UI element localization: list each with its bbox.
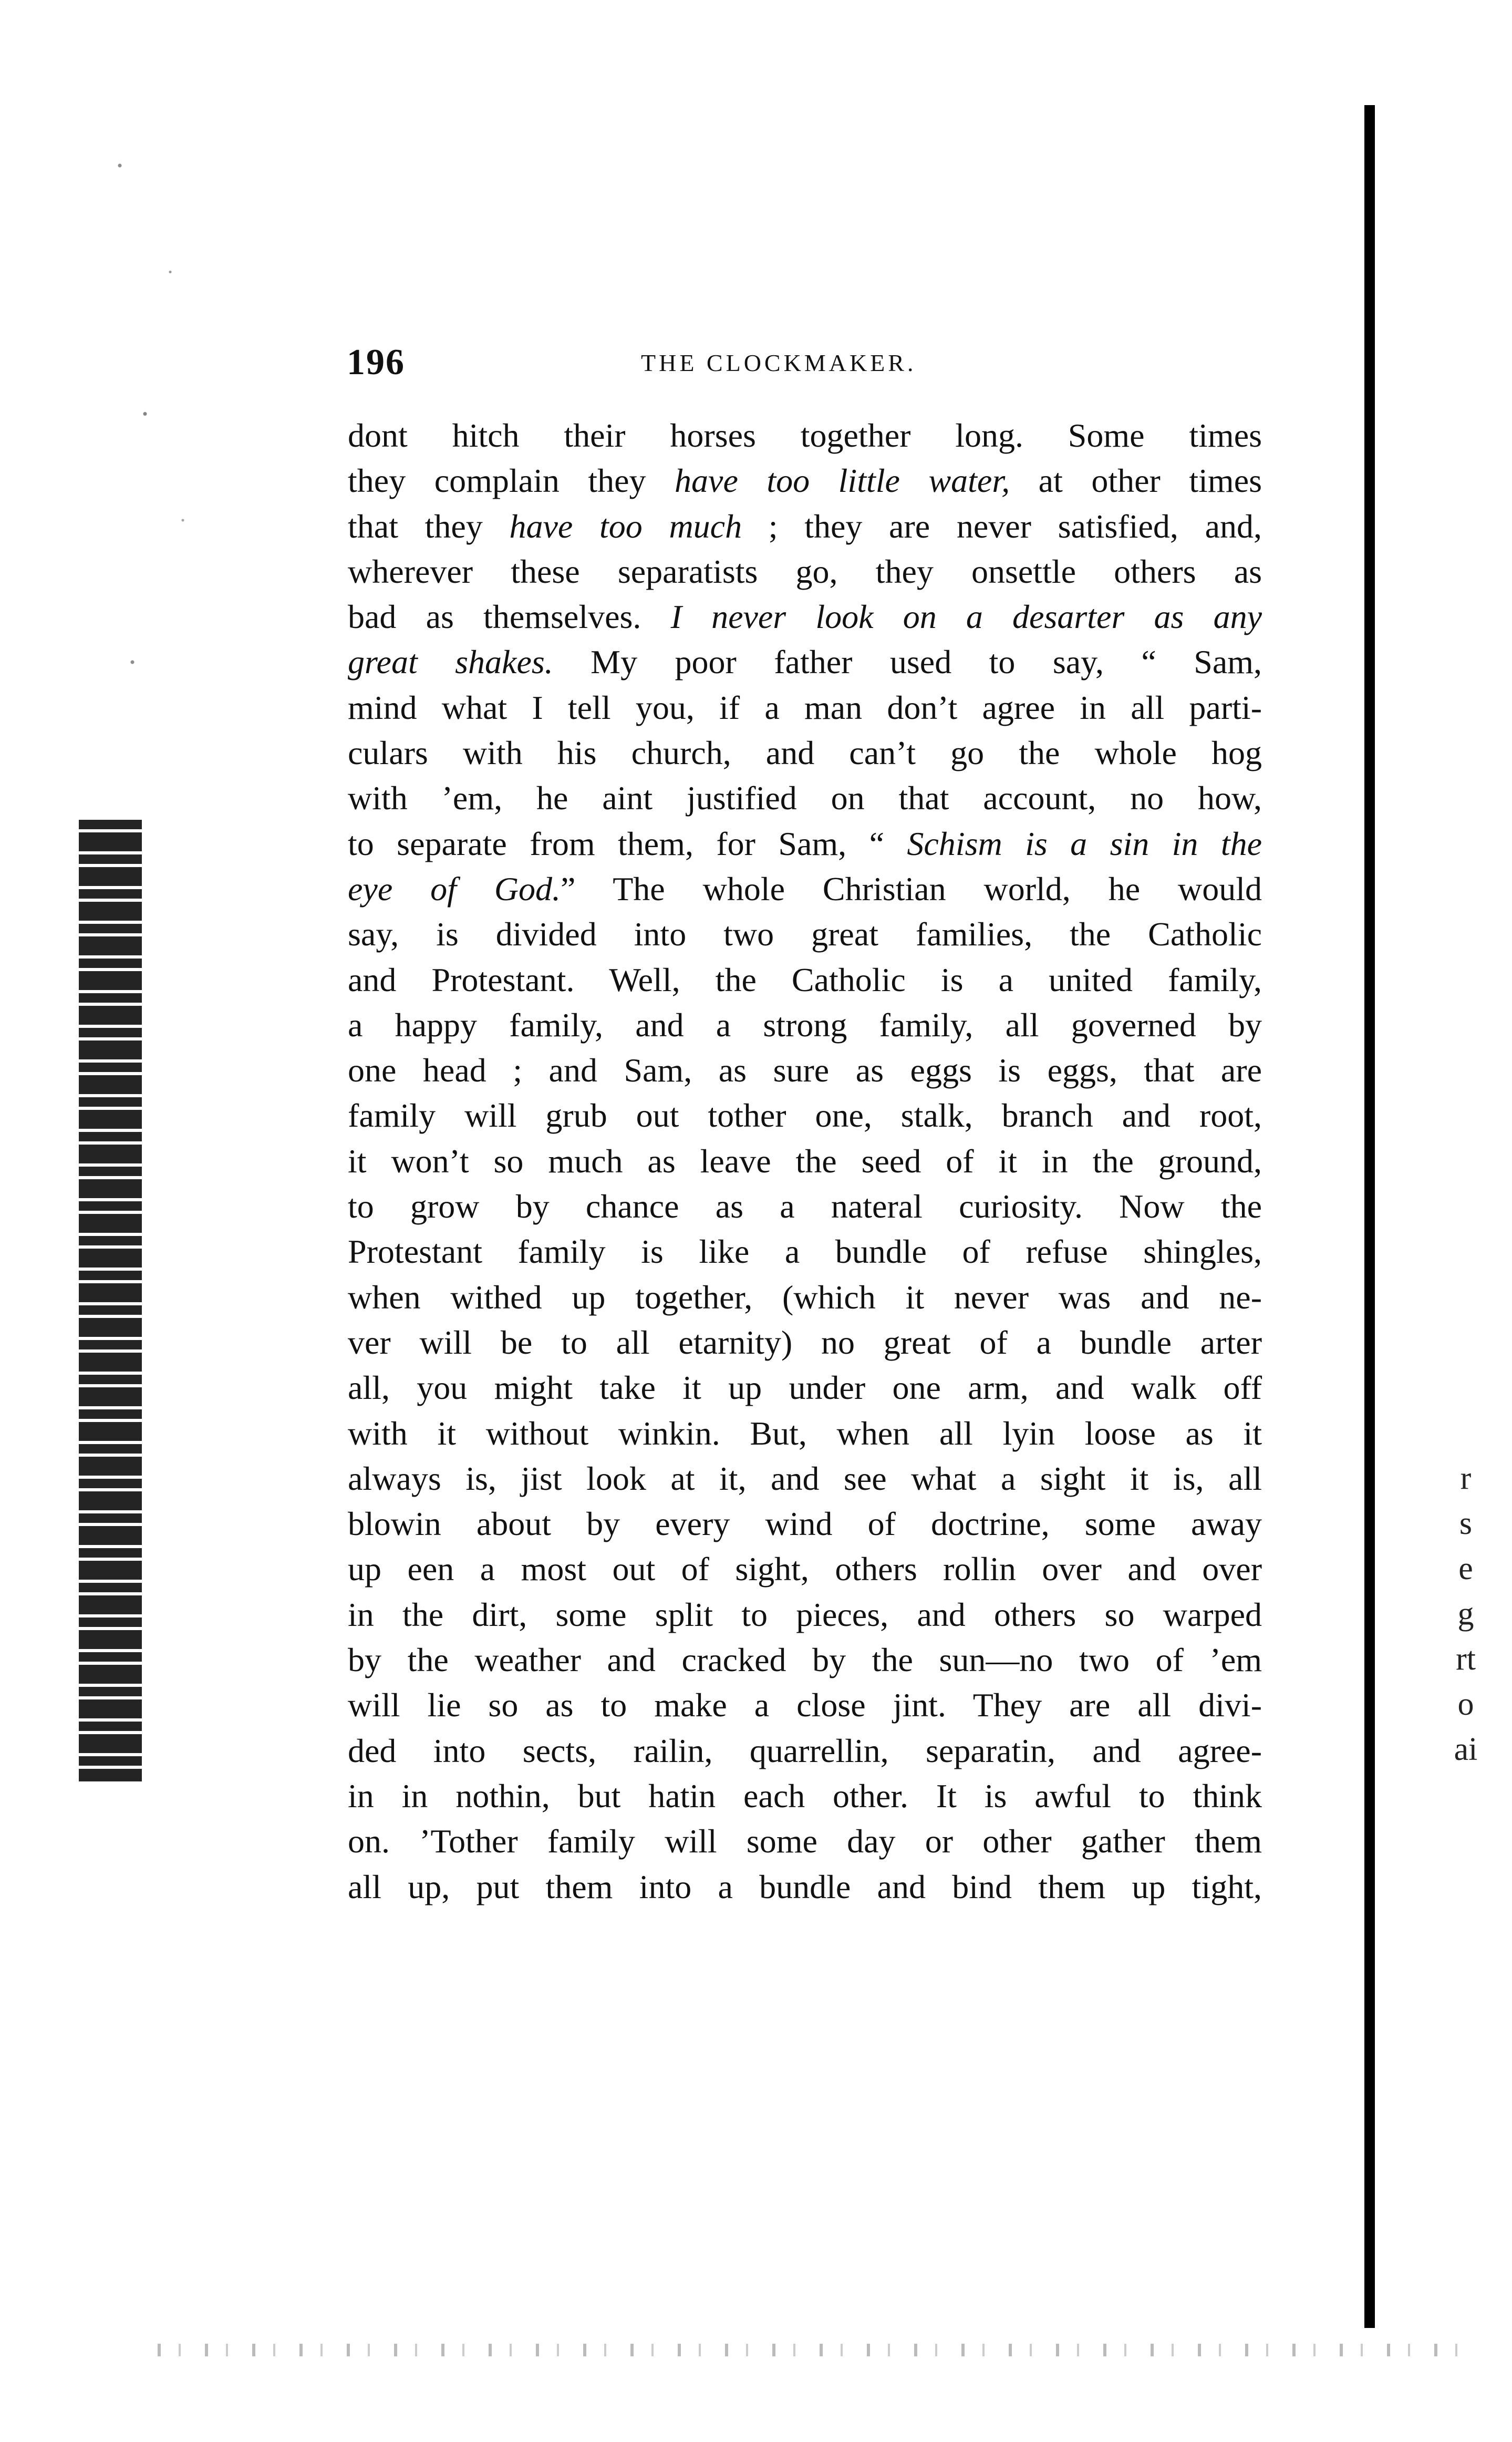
text-line <box>348 867 1262 912</box>
margin-fragment: s <box>1459 1506 1473 1541</box>
text-run: in the dirt, some split to pieces, and others so warped <box>348 1595 1262 1633</box>
text-line <box>348 1501 1262 1547</box>
text-run: bad as themselves. <box>348 598 671 636</box>
text-run: at other times <box>1010 462 1262 500</box>
margin-fragment: e <box>1458 1551 1473 1586</box>
text-line <box>348 1093 1262 1138</box>
margin-fragment: ai <box>1454 1732 1478 1767</box>
text-line <box>348 504 1262 549</box>
text-line <box>348 776 1262 821</box>
text-line <box>348 1184 1262 1229</box>
text-run: when withed up together, (which it never was and ne- <box>348 1278 1262 1316</box>
text-run: My poor father used to say, “ Sam, <box>553 643 1262 681</box>
text-run: mind what I tell you, if a man don’t agree in all parti- <box>348 688 1262 726</box>
text-line <box>348 821 1262 867</box>
text-run: they complain they <box>348 462 675 500</box>
running-head <box>347 342 1261 384</box>
text-line <box>348 1728 1262 1774</box>
text-line <box>348 1819 1262 1864</box>
text-line <box>348 1365 1262 1410</box>
italic-text: I never look on a desarter as any <box>670 598 1262 636</box>
italic-text: have too little water, <box>675 462 1010 500</box>
text-run: to grow by chance as a nateral curiosity. Now the <box>348 1188 1262 1225</box>
text-line <box>348 1320 1262 1365</box>
text-line <box>348 458 1262 503</box>
text-run: ver will be to all etarnity) no great of a bundle arter <box>348 1323 1262 1361</box>
text-run: wherever these separatists go, they onsettle others as <box>348 552 1262 590</box>
margin-fragment: r <box>1460 1460 1472 1496</box>
text-run: culars with his church, and can’t go the whole hog <box>348 734 1262 772</box>
text-line <box>348 549 1262 594</box>
body-text <box>348 413 1262 1910</box>
text-line <box>348 1456 1262 1501</box>
text-line <box>348 1592 1262 1637</box>
text-line <box>348 912 1262 957</box>
text-line <box>348 1637 1262 1683</box>
text-run: that they <box>348 507 510 545</box>
margin-fragment: g <box>1457 1596 1474 1632</box>
text-line <box>348 1411 1262 1456</box>
text-run: all, you might take it up under one arm, and walk off <box>348 1369 1262 1407</box>
margin-fragment: rt <box>1456 1641 1476 1677</box>
text-line <box>348 640 1262 685</box>
binding-shadow <box>79 820 142 1781</box>
text-line <box>348 1048 1262 1093</box>
text-run: ded into sects, railin, quarrellin, separatin, and agree- <box>348 1732 1262 1769</box>
text-line <box>348 413 1262 458</box>
text-run: to separate from them, for Sam, “ <box>348 825 907 862</box>
text-run: ; they are never satisfied, and, <box>742 507 1262 545</box>
text-run: up een a most out of sight, others rollin over and over <box>348 1550 1262 1588</box>
italic-text: Schism is a sin in the <box>907 825 1262 862</box>
text-run: always is, jist look at it, and see what a sight it is, all <box>348 1459 1262 1497</box>
text-line <box>348 957 1262 1003</box>
italic-text: have too much <box>509 507 742 545</box>
italic-text: eye of God. <box>348 870 561 908</box>
text-run: with it without winkin. But, when all lyin loose as it <box>348 1414 1262 1452</box>
text-run: blowin about by every wind of doctrine, some away <box>348 1505 1262 1543</box>
text-run: a happy family, and a strong family, all governed by <box>348 1006 1262 1044</box>
text-run: it won’t so much as leave the seed of it in the ground, <box>348 1142 1262 1180</box>
text-line <box>348 730 1262 776</box>
text-run: say, is divided into two great families, the Catholic <box>348 915 1262 953</box>
page-number: 196 <box>347 342 405 383</box>
text-run: dont hitch their horses together long. Some times <box>348 417 1262 454</box>
margin-fragment: o <box>1457 1686 1474 1722</box>
text-run: ” The whole Christian world, he would <box>561 870 1262 908</box>
scan-noise <box>158 2344 1471 2356</box>
text-line <box>348 594 1262 640</box>
italic-text: great shakes. <box>348 643 553 681</box>
text-run: Protestant family is like a bundle of refuse shingles, <box>348 1233 1262 1271</box>
binding-specks <box>95 95 221 804</box>
text-line <box>348 1774 1262 1819</box>
text-run: all up, put them into a bundle and bind them up tight, <box>348 1868 1262 1905</box>
adjacent-page-fragments <box>1445 1456 1487 1772</box>
text-line <box>348 685 1262 730</box>
text-line <box>348 1275 1262 1320</box>
text-run: by the weather and cracked by the sun—no two of ’em <box>348 1641 1262 1679</box>
running-title: THE CLOCKMAKER. <box>641 349 917 376</box>
text-line <box>348 1229 1262 1274</box>
text-run: will lie so as to make a close jint. They are all divi- <box>348 1686 1262 1724</box>
text-line <box>348 1864 1262 1910</box>
text-run: with ’em, he aint justified on that account, no how, <box>348 779 1262 817</box>
text-run: family will grub out tother one, stalk, branch and root, <box>348 1097 1262 1135</box>
right-edge-rule <box>1364 105 1375 2328</box>
text-run: and Protestant. Well, the Catholic is a united family, <box>348 961 1262 998</box>
text-line <box>348 1003 1262 1048</box>
text-line <box>348 1139 1262 1184</box>
text-run: in in nothin, but hatin each other. It is awful to think <box>348 1777 1262 1815</box>
text-line <box>348 1683 1262 1728</box>
text-line <box>348 1547 1262 1592</box>
text-run: one head ; and Sam, as sure as eggs is eggs, that are <box>348 1052 1262 1089</box>
text-run: on. ’Tother family will some day or other gather them <box>348 1822 1262 1860</box>
